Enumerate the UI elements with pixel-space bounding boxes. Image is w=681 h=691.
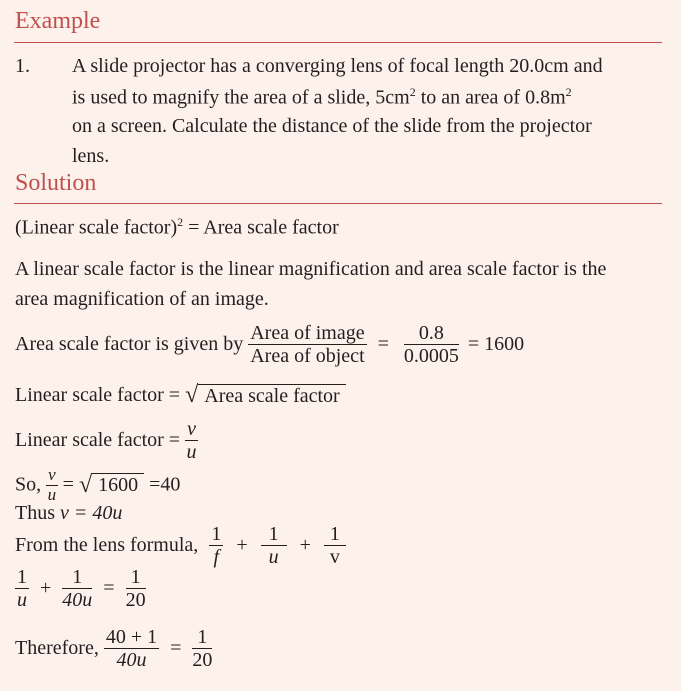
problem-line-3: on a screen. Calculate the distance of the slide from the projector	[72, 115, 592, 137]
definition-line-2: area magnification of an image.	[15, 288, 269, 310]
scale-relation: (Linear scale factor)$^2$ = Area scale factor	[15, 215, 339, 239]
problem-line-2: is used to magnify the area of a slide, $5cm^2$ to an area of $0.8m^2$	[72, 85, 572, 109]
problem-line-1: A slide projector has a converging lens of focal length 20.0cm and	[72, 55, 603, 77]
solution-divider	[14, 203, 662, 204]
problem-number: 1.	[15, 55, 30, 77]
example-divider	[14, 42, 662, 43]
area-scale-equation: Area scale factor is given by $\frac{\text{Area of image}}{\text{Area of object}}$ = $\frac{0.8}{0.0005}$ = 1600	[15, 322, 525, 367]
so-equation: So, $\frac{v}{u}$ = √ 1600 =40	[15, 465, 181, 504]
solution-heading: Solution	[15, 170, 97, 196]
lens-formula: From the lens formula, $\frac{1}{f}$ + $\frac{1}{u}$ + $\frac{1}{v}$	[15, 523, 346, 568]
therefore-equation: Therefore, $\frac{40 + 1}{40u}$ = $\frac{1}{20}$	[15, 626, 213, 671]
example-heading: Example	[15, 8, 101, 34]
definition-line-1: A linear scale factor is the linear magnification and area scale factor is the	[15, 258, 607, 280]
linear-scale-ratio: Linear scale factor = $\frac{v}{u}$	[15, 418, 197, 463]
linear-scale-sqrt: Linear scale factor = √ Area scale factor	[15, 382, 346, 409]
thus-line: Thus v = 40u	[15, 502, 123, 524]
lens-substitution: $\frac{1}{u}$ + $\frac{1}{40u}$ = $\frac{1}{20}$	[17, 566, 146, 611]
problem-line-4: lens.	[72, 145, 110, 167]
